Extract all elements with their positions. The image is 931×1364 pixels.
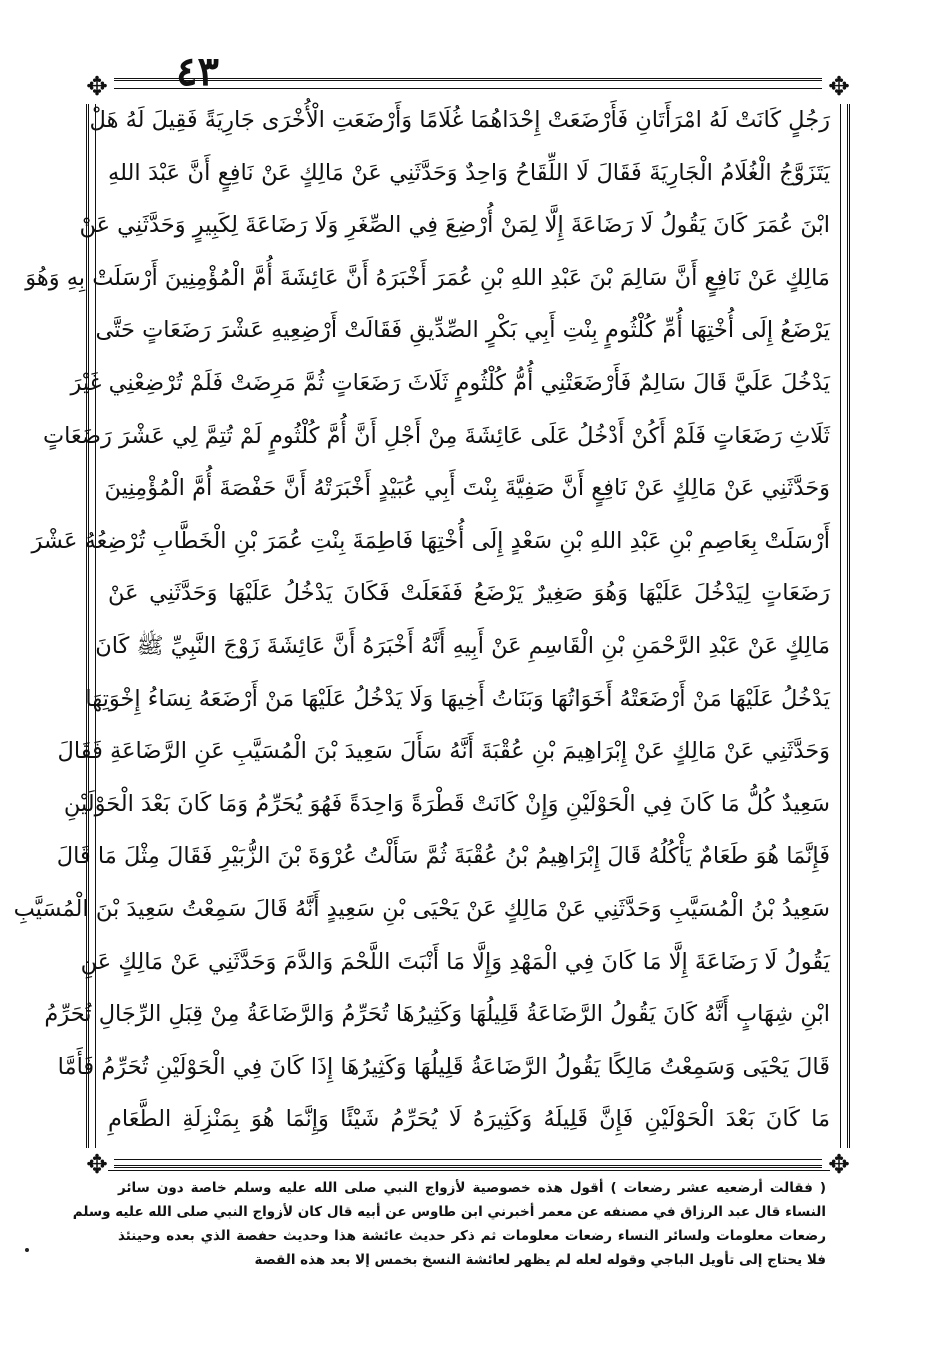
text-line: وَحَدَّثَنِي عَنْ مَالِكٍ عَنْ إِبْرَاهِيمَ بْنِ عُقْبَةَ أَنَّهُ سَأَلَ سَعِيدَ بْنَ الْمُسَيَّبِ عَنِ الرَّضَاعَةِ فَقَالَ (57, 738, 830, 765)
text-line: مَالِكٍ عَنْ عَبْدِ الرَّحْمَنِ بْنِ الْقَاسِمِ عَنْ أَبِيهِ أَنَّهُ أَخْبَرَهُ أَنَّ عَائِشَةَ زَوْجَ النَّبِيِّ ﷺ كَانَ (95, 632, 830, 659)
text-line: مَا كَانَ بَعْدَ الْحَوْلَيْنِ فَإِنَّ قَلِيلَهُ وَكَثِيرَهُ لَا يُحَرِّمُ شَيْئًا وَإِنَّمَا هُوَ بِمَنْزِلَةِ الطَّعَامِ (108, 1106, 830, 1133)
corner-ornament-icon: ✥ (80, 70, 114, 104)
text-line: قَالَ يَحْيَى وَسَمِعْتُ مَالِكًا يَقُولُ الرَّضَاعَةُ قَلِيلُهَا وَكَثِيرُهَا إِذَا كَانَ فِي الْحَوْلَيْنِ تُحَرِّمُ فَأَمَّا (57, 1053, 830, 1080)
text-line: فَإِنَّمَا هُوَ طَعَامٌ يَأْكُلُهُ قَالَ إِبْرَاهِيمُ بْنُ عُقْبَةَ ثُمَّ سَأَلْتُ عُرْوَةَ بْنَ الزُّبَيْرِ فَقَالَ مِثْلَ مَا قَالَ (56, 843, 830, 870)
text-line: ابْنَ عُمَرَ كَانَ يَقُولُ لَا رَضَاعَةَ إِلَّا لِمَنْ أُرْضِعَ فِي الصِّغَرِ وَلَا رَضَاعَةَ لِكَبِيرٍ وَحَدَّثَنِي عَنْ (79, 212, 830, 239)
text-line: ابْنِ شِهَابٍ أَنَّهُ كَانَ يَقُولُ الرَّضَاعَةُ قَلِيلُهَا وَكَثِيرُهَا تُحَرِّمُ وَالرَّضَاعَةُ مِنْ قِبَلِ الرِّجَالِ تُحَرِّمُ (44, 1001, 830, 1028)
main-text (13, 94, 830, 1160)
text-line: يَرْضَعُ إِلَى أُخْتِهَا أُمِّ كُلْثُومٍ بِنْتِ أَبِي بَكْرٍ الصِّدِّيقِ فَقَالَتْ أَرْضِعِيهِ عَشْرَ رَضَعَاتٍ حَتَّى (95, 317, 830, 344)
text-line: يَدْخُلُ عَلَيْهَا مَنْ أَرْضَعَتْهُ أَخَوَاتُهَا وَبَنَاتُ أَخِيهَا وَلَا يَدْخُلُ عَلَيْهَا مَنْ أَرْضَعَهُ نِسَاءُ إِخْوَتِهَا (85, 685, 830, 712)
scan-speck (25, 1248, 29, 1252)
text-line: سَعِيدٌ كُلُّ مَا كَانَ فِي الْحَوْلَيْنِ وَإِنْ كَانَتْ قَطْرَةً وَاحِدَةً فَهُوَ يُحَرِّمُ وَمَا كَانَ بَعْدَ الْحَوْلَيْنِ (63, 790, 830, 817)
footnote-line: فلا يحتاج إلى تأويل الباجي وقوله لعله لم يظهر لعائشة النسخ بخمس إلا بعد هذه القصة (254, 1252, 826, 1268)
text-line: يَتَزَوَّجُ الْغُلَامُ الْجَارِيَةَ فَقَالَ لَا اللِّقَاحُ وَاحِدٌ وَحَدَّثَنِي عَنْ مَالِكٍ عَنْ نَافِعٍ أَنَّ عَبْدَ اللهِ (108, 159, 830, 186)
footnote-divider (108, 1170, 830, 1171)
text-line: أَرْسَلَتْ بِعَاصِمِ بْنِ عَبْدِ اللهِ بْنِ سَعْدٍ إِلَى أُخْتِهَا فَاطِمَةَ بِنْتِ عُمَرَ بْنِ الْخَطَّابِ تُرْضِعُهُ عَشْرَ (31, 527, 830, 554)
footnote-line: رضعات معلومات ولسائر النساء رضعات معلومات ثم ذكر حديث عائشة هذا وحديث حفصة الذي بعده وحينئذ (118, 1228, 826, 1244)
text-line: يَقُولُ لَا رَضَاعَةَ إِلَّا مَا كَانَ فِي الْمَهْدِ وَإِلَّا مَا أَنْبَتَ اللَّحْمَ وَالدَّمَ وَحَدَّثَنِي عَنْ مَالِكٍ عَنِ (80, 948, 830, 975)
page-number: ٤٣ (176, 48, 219, 95)
text-line: ثَلَاثِ رَضَعَاتٍ فَلَمْ أَكُنْ أَدْخُلُ عَلَى عَائِشَةَ مِنْ أَجْلِ أَنَّ أُمَّ كُلْثُومٍ لَمْ تُتِمَّ لِي عَشْرَ رَضَعَاتٍ (42, 422, 830, 449)
text-line: يَدْخُلَ عَلَيَّ قَالَ سَالِمٌ فَأَرْضَعَتْنِي أُمُّ كُلْثُومٍ ثَلَاثَ رَضَعَاتٍ ثُمَّ مَرِضَتْ فَلَمْ تُرْضِعْنِي غَيْرَ (70, 369, 830, 396)
corner-ornament-icon: ✥ (80, 1148, 114, 1182)
footnote-line: النساء قال عبد الرزاق في مصنفه عن معمر أخبرني ابن طاوس عن أبيه قال كان لأزواج النبي صلى الله عليه وسلم (72, 1204, 826, 1220)
footnote-line: ( فقالت أرضعيه عشر رضعات ) أقول هذه خصوصية لأزواج النبي صلى الله عليه وسلم خاصة دون سائر (118, 1180, 826, 1196)
text-line: رَجُلٍ كَانَتْ لَهُ امْرَأَتَانِ فَأَرْضَعَتْ إِحْدَاهُمَا غُلَامًا وَأَرْضَعَتِ الْأُخْرَى جَارِيَةً فَقِيلَ لَهُ هَلْ (89, 107, 830, 133)
text-line: رَضَعَاتٍ لِيَدْخُلَ عَلَيْهَا وَهُوَ صَغِيرٌ يَرْضَعُ فَفَعَلَتْ فَكَانَ يَدْخُلُ عَلَيْهَا وَحَدَّثَنِي عَنْ (108, 580, 830, 607)
footnotes (72, 1176, 826, 1272)
text-line: سَعِيدُ بْنُ الْمُسَيَّبِ وَحَدَّثَنِي عَنْ مَالِكٍ عَنْ يَحْيَى بْنِ سَعِيدٍ أَنَّهُ قَالَ سَمِعْتُ سَعِيدَ بْنَ الْمُسَيَّبِ (13, 895, 830, 922)
corner-ornament-icon: ✥ (822, 70, 856, 104)
corner-ornament-icon: ✥ (822, 1148, 856, 1182)
text-line: مَالِكٍ عَنْ نَافِعٍ أَنَّ سَالِمَ بْنَ عَبْدِ اللهِ بْنِ عُمَرَ أَخْبَرَهُ أَنَّ عَائِشَةَ أُمَّ الْمُؤْمِنِينَ أَرْسَلَتْ بِهِ وَهُوَ (25, 264, 830, 291)
text-line: وَحَدَّثَنِي عَنْ مَالِكٍ عَنْ نَافِعٍ أَنَّ صَفِيَّةَ بِنْتَ أَبِي عُبَيْدٍ أَخْبَرَتْهُ أَنَّ حَفْصَةَ أُمَّ الْمُؤْمِنِينَ (104, 475, 830, 502)
